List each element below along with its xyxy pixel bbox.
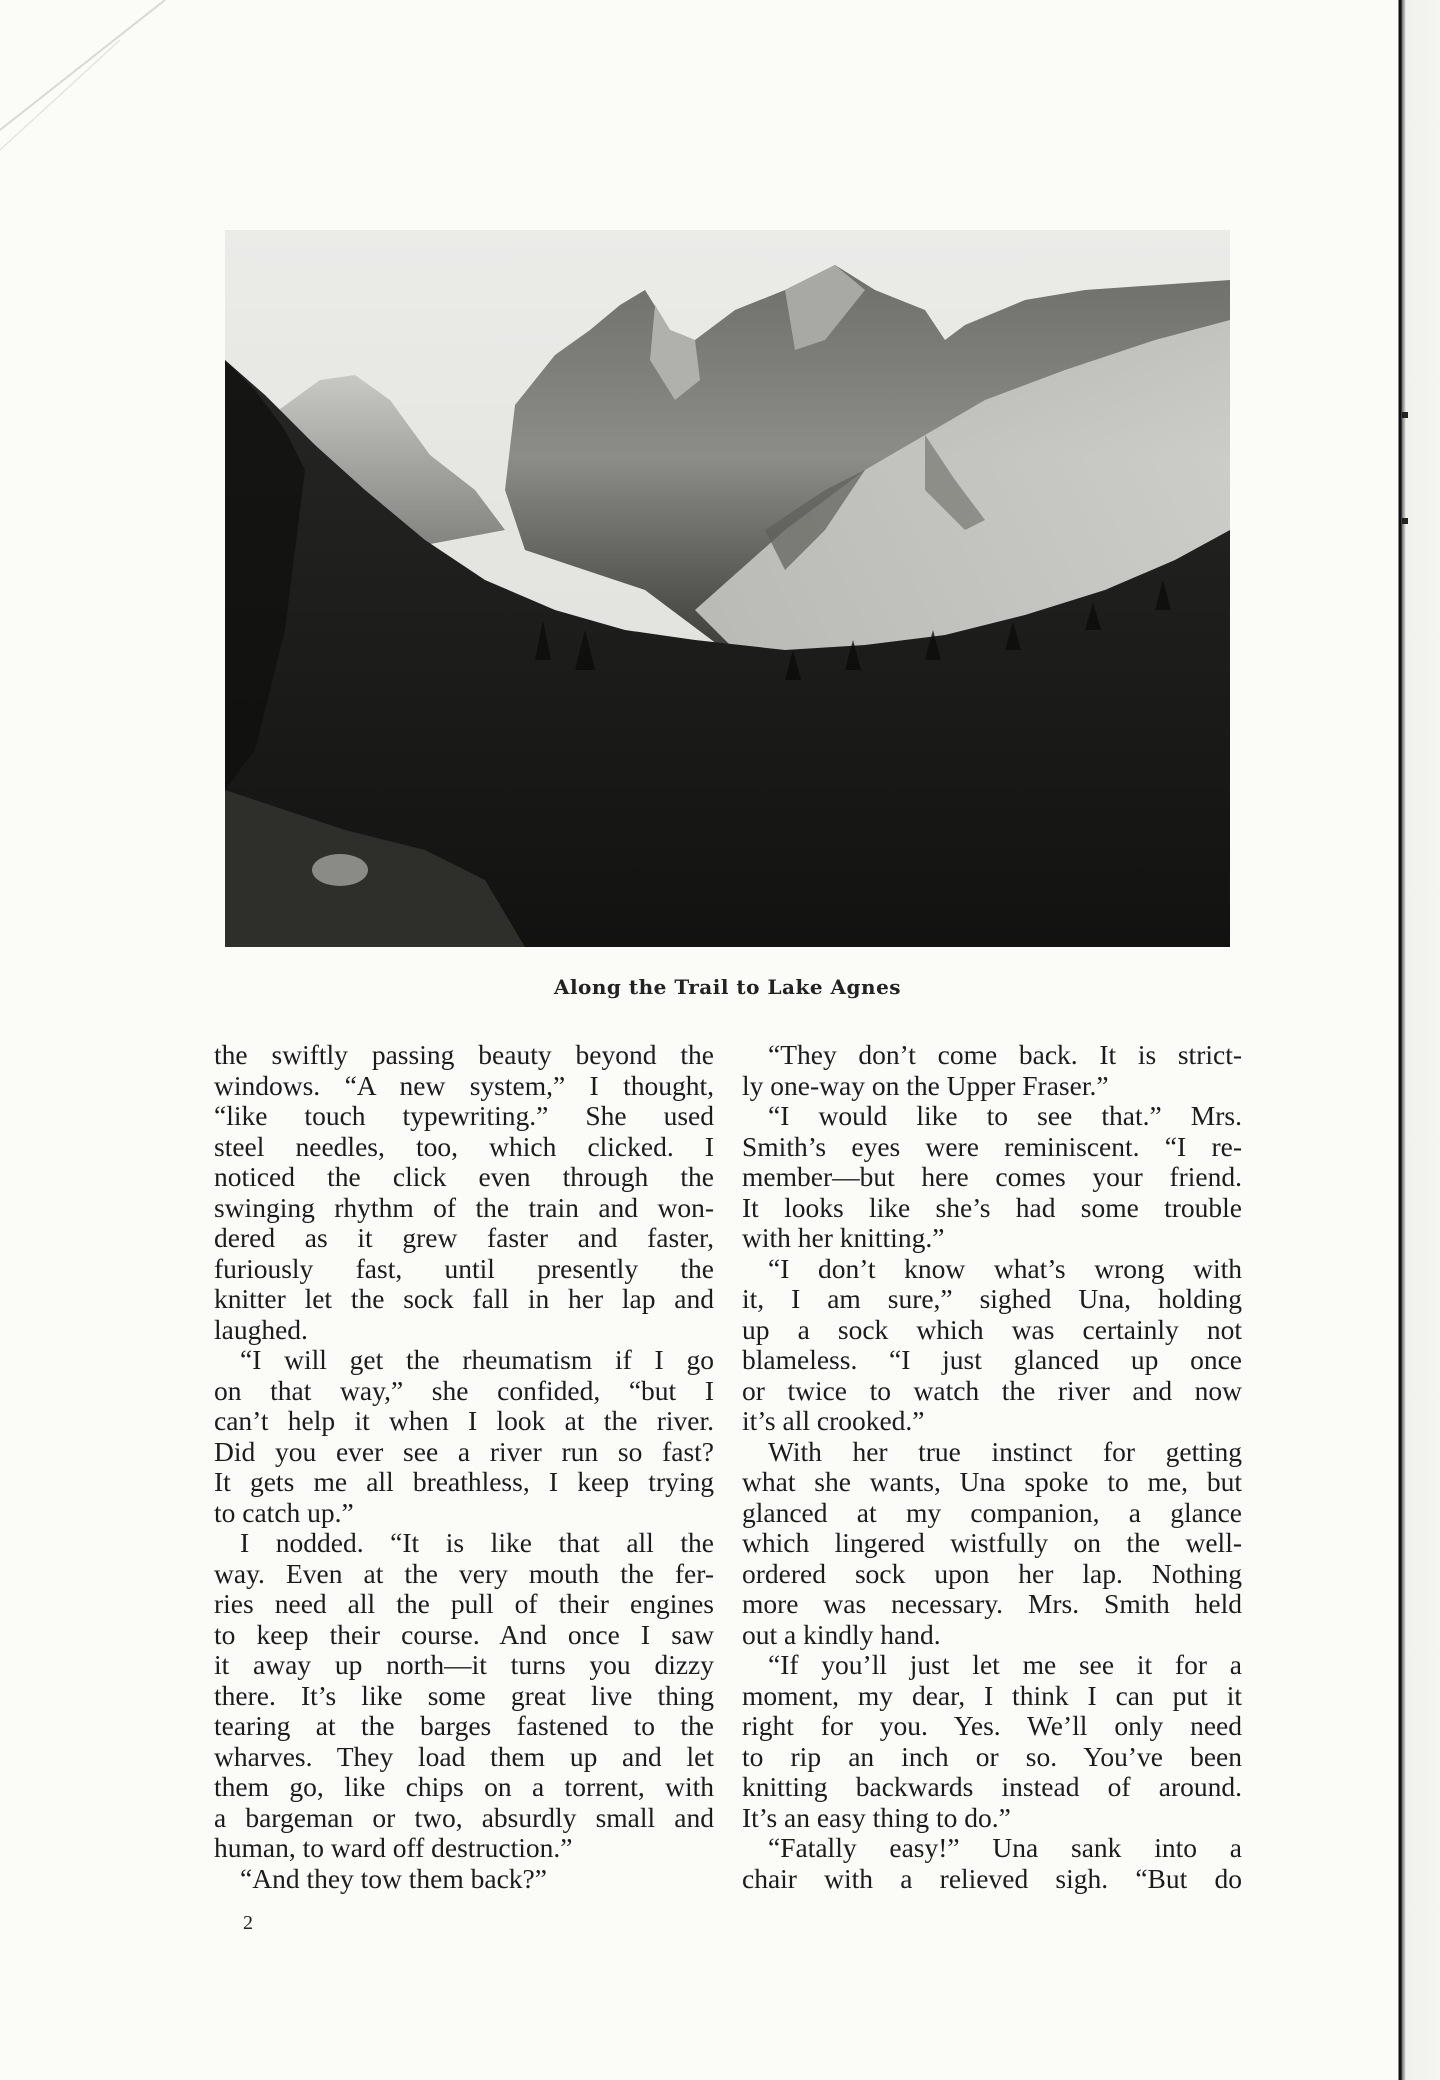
text-line: it, I am sure,” sighed Una, holding: [742, 1283, 1242, 1314]
text-line: more was necessary. Mrs. Smith held: [742, 1588, 1242, 1619]
text-line: chair with a relieved sigh. “But do: [742, 1862, 1242, 1894]
text-line: dered as it grew faster and faster,: [214, 1222, 714, 1253]
text-line: glanced at my companion, a glance: [742, 1496, 1242, 1528]
text-line: With her true instinct for getting: [768, 1435, 1242, 1467]
text-line: to keep their course. And once I saw: [214, 1618, 714, 1650]
text-line: it away up north—it turns you dizzy: [214, 1649, 714, 1680]
text-line: “I would like to see that.” Mrs.: [768, 1100, 1242, 1131]
text-line: I nodded. “It is like that all the: [240, 1527, 714, 1558]
text-line: It gets me all breathless, I keep trying: [214, 1466, 714, 1497]
text-line: “They don’t come back. It is strict-: [768, 1039, 1242, 1070]
text-line: It’s an easy thing to do.”: [742, 1801, 1011, 1833]
text-line: there. It’s like some great live thing: [214, 1679, 714, 1711]
text-line: tearing at the barges fastened to the: [214, 1710, 714, 1741]
text-line: wharves. They load them up and let: [214, 1740, 714, 1772]
text-line: way. Even at the very mouth the fer-: [214, 1557, 714, 1589]
text-line: with her knitting.”: [742, 1222, 945, 1253]
text-column-right: [742, 1040, 1242, 1894]
text-line: noticed the click even through the: [214, 1161, 714, 1192]
text-line: “If you’ll just let me see it for a: [768, 1649, 1242, 1680]
text-line: blameless. “I just glanced up once: [742, 1344, 1242, 1375]
text-line: Did you ever see a river run so fast?: [214, 1435, 714, 1467]
text-line: to rip an inch or so. You’ve been: [742, 1740, 1242, 1772]
text-line: swinging rhythm of the train and won-: [214, 1191, 714, 1223]
text-line: “like touch typewriting.” She used: [214, 1100, 714, 1131]
text-line: human, to ward off destruction.”: [214, 1832, 573, 1863]
text-line: ries need all the pull of their engines: [214, 1588, 714, 1619]
text-line: what she wants, Una spoke to me, but: [742, 1466, 1242, 1497]
text-column-left: [214, 1040, 714, 1894]
text-line: knitter let the sock fall in her lap and: [214, 1283, 714, 1314]
text-line: steel needles, too, which clicked. I: [214, 1130, 714, 1162]
text-line: on that way,” she confided, “but I: [214, 1374, 714, 1406]
mountain-photograph: [225, 230, 1230, 947]
page-number: 2: [243, 1912, 253, 1934]
text-line: out a kindly hand.: [742, 1618, 941, 1650]
text-line: the swiftly passing beauty beyond the: [214, 1039, 714, 1070]
text-line: Smith’s eyes were reminiscent. “I re-: [742, 1130, 1242, 1162]
text-line: furiously fast, until presently the: [214, 1252, 714, 1284]
text-line: to catch up.”: [214, 1496, 354, 1528]
text-line: a bargeman or two, absurdly small and: [214, 1801, 714, 1833]
text-line: laughed.: [214, 1313, 308, 1345]
text-line: knitting backwards instead of around.: [742, 1771, 1242, 1802]
text-line: it’s all crooked.”: [742, 1405, 925, 1436]
text-line: up a sock which was certainly not: [742, 1313, 1242, 1345]
text-line: ordered sock upon her lap. Nothing: [742, 1557, 1242, 1589]
text-line: or twice to watch the river and now: [742, 1374, 1242, 1406]
text-line: member—but here comes your friend.: [742, 1161, 1242, 1192]
text-line: can’t help it when I look at the river.: [214, 1405, 714, 1436]
text-line: windows. “A new system,” I thought,: [214, 1069, 714, 1101]
text-line: moment, my dear, I think I can put it: [742, 1679, 1242, 1711]
text-line: them go, like chips on a torrent, with: [214, 1771, 714, 1802]
text-line: “I will get the rheumatism if I go: [240, 1344, 714, 1375]
text-line: It looks like she’s had some trouble: [742, 1191, 1242, 1223]
text-line: which lingered wistfully on the well-: [742, 1527, 1242, 1558]
text-line: right for you. Yes. We’ll only need: [742, 1710, 1242, 1741]
photo-caption: Along the Trail to Lake Agnes: [553, 975, 902, 999]
text-line: “I don’t know what’s wrong with: [768, 1252, 1242, 1284]
facing-page-edge: [1400, 0, 1440, 2080]
text-line: “Fatally easy!” Una sank into a: [768, 1832, 1242, 1863]
text-line: “And they tow them back?”: [240, 1862, 547, 1894]
text-line: ly one-way on the Upper Fraser.”: [742, 1069, 1109, 1101]
